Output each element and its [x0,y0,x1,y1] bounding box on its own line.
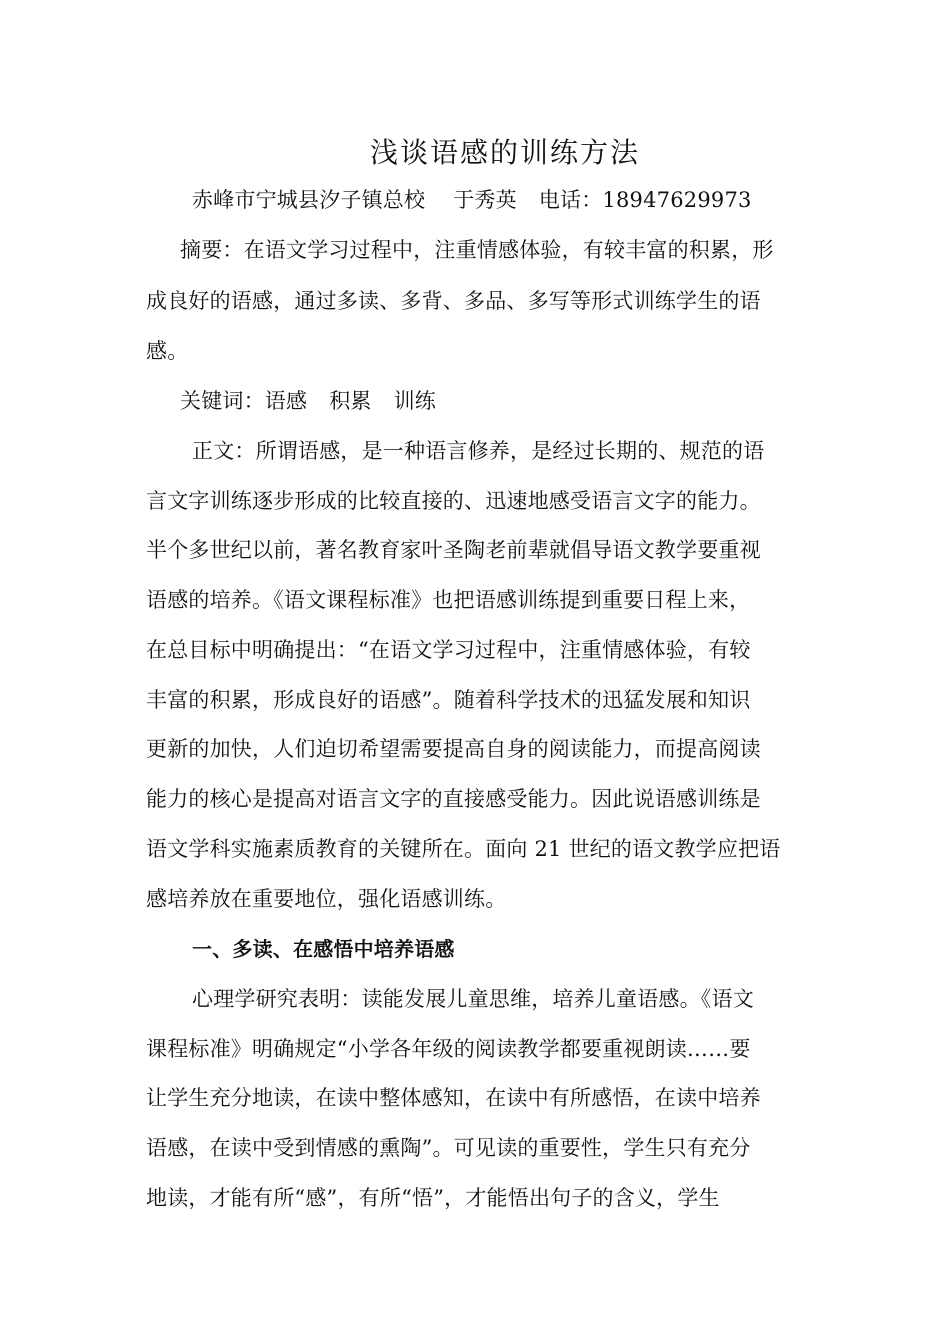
author-line [192,185,852,215]
author-name: 于秀英 [453,188,517,212]
body-line: 在总目标中明确提出：“在语文学习过程中，注重情感体验，有较 [146,638,751,662]
body-line: 言文字训练逐步形成的比较直接的、迅速地感受语言文字的能力。 [146,489,761,513]
keyword: 训练 [393,389,437,413]
body-line: 语文学科实施素质教育的关键所在。面向 21 世纪的语文教学应把语 [146,837,781,861]
body-line: 感培养放在重要地位，强化语感训练。 [146,887,507,911]
page-title: 浅谈语感的训练方法 [369,136,640,169]
author-school: 赤峰市宁城县汐子镇总校 [192,188,426,212]
section-heading: 一、多读、在感悟中培养语感 [192,937,455,961]
author-phone: 电话：18947629973 [538,188,752,212]
section-line: 心理学研究表明：读能发展儿童思维，培养儿童语感。《语文 [192,987,754,1011]
keywords-line [180,386,840,416]
body-line: 更新的加快，人们迫切希望需要提高自身的阅读能力，而提高阅读 [146,737,761,761]
body-line: 语感的培养。《语文课程标准》也把语感训练提到重要日程上来， [146,588,751,612]
body-line: 半个多世纪以前，著名教育家叶圣陶老前辈就倡导语文教学要重视 [146,538,761,562]
abstract-line: 摘要：在语文学习过程中，注重情感体验，有较丰富的积累，形 [180,238,774,262]
body-line: 能力的核心是提高对语言文字的直接感受能力。因此说语感训练是 [146,787,761,811]
body-line: 正文：所谓语感，是一种语言修养，是经过长期的、规范的语 [192,439,765,463]
keywords-label: 关键词：语感 [180,389,308,413]
section-line: 让学生充分地读，在读中整体感知，在读中有所感悟，在读中培养 [146,1086,761,1110]
abstract-line: 感。 [146,339,189,363]
keyword: 积累 [329,389,372,413]
body-line: 丰富的积累，形成良好的语感”。随着科学技术的迅猛发展和知识 [146,688,751,712]
abstract-line: 成良好的语感，通过多读、多背、多品、多写等形式训练学生的语 [146,289,761,313]
section-line: 语感，在读中受到情感的熏陶”。可见读的重要性，学生只有充分 [146,1136,751,1160]
section-line: 课程标准》明确规定“小学各年级的阅读教学都要重视朗读……要 [146,1037,751,1061]
section-line: 地读，才能有所“感”，有所“悟”，才能悟出句子的含义，学生 [146,1186,720,1210]
